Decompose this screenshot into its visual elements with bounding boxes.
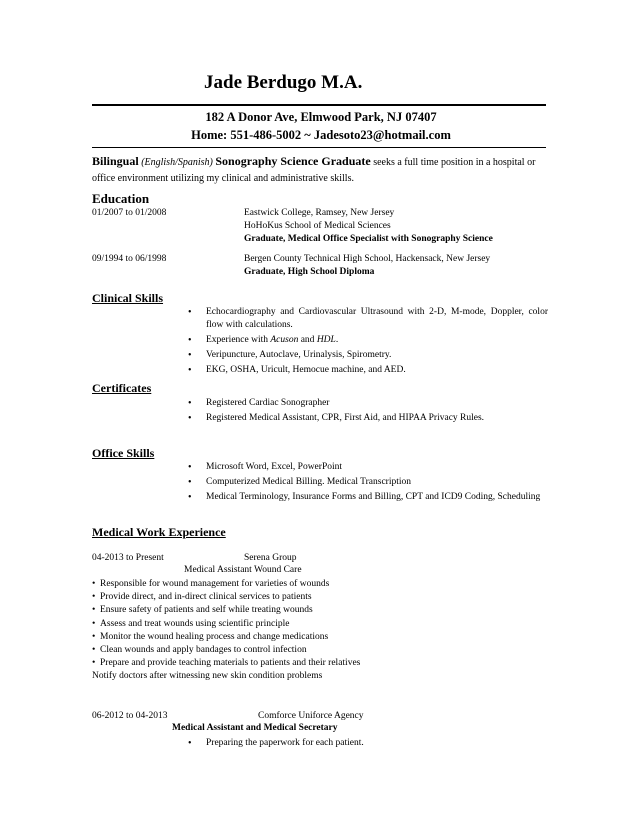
office-skills-list <box>182 461 548 506</box>
job-2-role: Medical Assistant and Medical Secretary <box>172 723 338 733</box>
experience-and: and <box>298 335 317 345</box>
work-experience-heading: Medical Work Experience <box>92 525 226 539</box>
list-item: • Microsoft Word, Excel, PowerPoint <box>182 461 548 474</box>
education-2-degree: Graduate, High School Diploma <box>244 267 375 277</box>
list-item: • Registered Medical Assistant, CPR, First Aid, and HIPAA Privacy Rules. <box>182 412 548 425</box>
education-2-school: Bergen County Technical High School, Hackensack, New Jersey <box>244 254 491 264</box>
job-2-duties <box>182 737 548 752</box>
list-item: • Responsible for wound management for varieties of wounds <box>92 578 532 591</box>
list-item: • Clean wounds and apply bandages to control infection <box>92 644 532 657</box>
clinical-skills-heading: Clinical Skills <box>92 291 164 305</box>
list-item: • Registered Cardiac Sonographer <box>182 397 548 410</box>
list-item: • Assess and treat wounds using scientific principle <box>92 618 532 631</box>
certificates-heading: Certificates <box>92 381 152 395</box>
education-1-school-2: HoHoKus School of Medical Sciences <box>244 221 391 231</box>
experience-hdl: HDL <box>316 335 336 345</box>
job-2-dates: 06-2012 to 04-2013 <box>92 711 168 721</box>
experience-acuson: Acuson <box>270 335 299 345</box>
objective-text: seeks a full time position in a hospital or office environment utilizing my clinical and administrative skills. <box>92 157 536 184</box>
education-heading: Education <box>92 191 150 206</box>
list-item <box>182 334 548 347</box>
education-1-degree: Graduate, Medical Office Specialist with Sonography Science <box>244 234 493 244</box>
list-item: • Prepare and provide teaching materials to patients and their relatives <box>92 657 532 670</box>
objective-title: Sonography Science Graduate <box>215 154 371 168</box>
office-skills-heading: Office Skills <box>92 446 155 460</box>
education-1-dates: 01/2007 to 01/2008 <box>92 208 167 218</box>
education-2-dates: 09/1994 to 06/1998 <box>92 254 167 264</box>
clinical-skills-list <box>182 306 548 379</box>
list-item: • Medical Terminology, Insurance Forms and Billing, CPT and ICD9 Coding, Scheduling <box>182 491 548 504</box>
objective-lead: Bilingual <box>92 154 139 168</box>
job-1-employer: Serena Group <box>244 553 297 563</box>
list-item: • Ensure safety of patients and self while treating wounds <box>92 604 532 617</box>
job-1-note: Notify doctors after witnessing new skin condition problems <box>92 671 323 681</box>
job-1-dates: 04-2013 to Present <box>92 553 164 563</box>
job-2-employer: Comforce Uniforce Agency <box>258 711 364 721</box>
objective-languages: (English/Spanish) <box>141 157 213 168</box>
header-divider <box>92 147 546 148</box>
job-1-role: Medical Assistant Wound Care <box>184 565 302 575</box>
contact-line: Home: 551-486-5002 ~ Jadesoto23@hotmail.com <box>191 128 451 142</box>
list-item: • EKG, OSHA, Uricult, Hemocue machine, and AED. <box>182 364 548 377</box>
resume-name: Jade Berdugo M.A. <box>204 72 363 93</box>
list-item: • Computerized Medical Billing. Medical Transcription <box>182 476 548 489</box>
address: 182 A Donor Ave, Elmwood Park, NJ 07407 <box>205 110 437 124</box>
experience-end: . <box>335 335 339 345</box>
list-item: • Veripuncture, Autoclave, Urinalysis, Spirometry. <box>182 349 548 362</box>
list-item: • Preparing the paperwork for each patient. <box>182 737 548 750</box>
job-1-duties <box>92 578 532 670</box>
list-item: • Provide direct, and in-direct clinical services to patients <box>92 591 532 604</box>
list-item: • Echocardiography and Cardiovascular Ultrasound with 2-D, M-mode, Doppler, color flow with calculations. <box>182 306 548 332</box>
list-item: • Monitor the wound healing process and change medications <box>92 631 532 644</box>
experience-prefix: Experience with <box>206 335 271 345</box>
certificates-list <box>182 397 548 427</box>
education-1-school: Eastwick College, Ramsey, New Jersey <box>244 208 395 218</box>
objective-statement <box>92 153 548 187</box>
header-rule <box>92 104 546 106</box>
